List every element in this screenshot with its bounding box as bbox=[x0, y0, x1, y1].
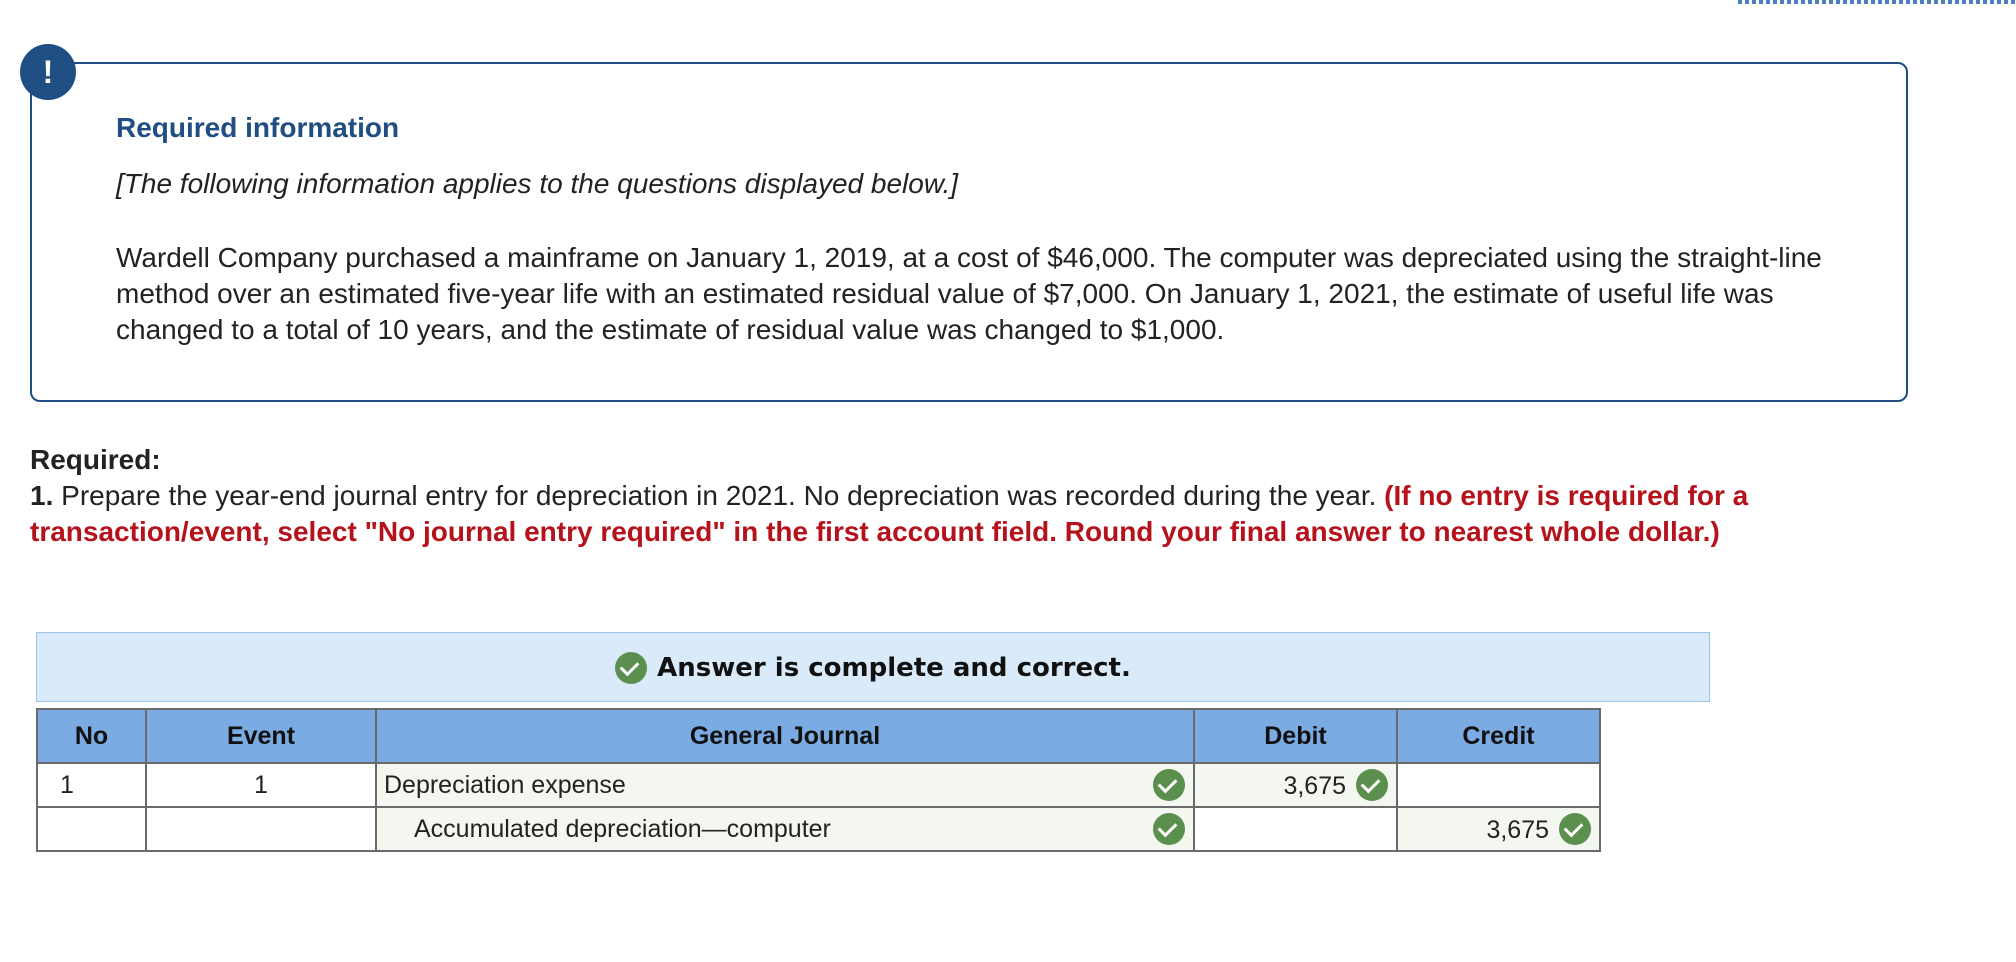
credit-input[interactable] bbox=[1397, 763, 1600, 807]
question-instruction: (If no entry is required for a transaction/event, select "No journal entry required" in the first account field. Round your final answer to nearest whole dollar.) bbox=[30, 480, 1749, 547]
row-event bbox=[146, 807, 376, 851]
check-circle-icon bbox=[1559, 813, 1591, 845]
check-circle-icon bbox=[615, 652, 647, 684]
answer-status-banner bbox=[36, 632, 1710, 702]
answer-status-text: Answer is complete and correct. bbox=[657, 653, 1131, 683]
exclamation-icon: ! bbox=[20, 44, 76, 100]
check-circle-icon bbox=[1356, 769, 1388, 801]
header-debit: Debit bbox=[1194, 709, 1397, 763]
header-general-journal: General Journal bbox=[376, 709, 1194, 763]
header-event: Event bbox=[146, 709, 376, 763]
question-text: Prepare the year-end journal entry for depreciation in 2021. No depreciation was recorded during the year. bbox=[53, 480, 1385, 511]
account-name: Accumulated depreciation—computer bbox=[414, 814, 831, 843]
header-credit: Credit bbox=[1397, 709, 1600, 763]
required-section bbox=[30, 442, 1890, 550]
row-no: 1 bbox=[37, 763, 146, 807]
header-no: No bbox=[37, 709, 146, 763]
check-circle-icon bbox=[1153, 769, 1185, 801]
credit-input[interactable] bbox=[1397, 807, 1600, 851]
account-select[interactable] bbox=[376, 807, 1194, 851]
info-subtitle: [The following information applies to the questions displayed below.] bbox=[116, 168, 959, 199]
row-no bbox=[37, 807, 146, 851]
info-body: Wardell Company purchased a mainframe on January 1, 2019, at a cost of $46,000. The computer was depreciated using the straight-line method over an estimated five-year life with an estimated residual value of $7,000. On January 1, 2021, the estimate of useful life was changed to a total of 10 years, and the estimate of residual value was changed to $1,000. bbox=[116, 242, 1822, 345]
account-select[interactable] bbox=[376, 763, 1194, 807]
journal-header-row bbox=[37, 709, 1600, 763]
journal-table bbox=[36, 708, 1601, 852]
journal-row bbox=[37, 763, 1600, 807]
info-title: Required information bbox=[116, 112, 400, 143]
debit-amount: 3,675 bbox=[1283, 772, 1346, 800]
credit-amount: 3,675 bbox=[1486, 816, 1549, 844]
debit-input[interactable] bbox=[1194, 807, 1397, 851]
row-event: 1 bbox=[146, 763, 376, 807]
account-name: Depreciation expense bbox=[384, 770, 626, 799]
required-label: Required: bbox=[30, 444, 161, 475]
debit-input[interactable] bbox=[1194, 763, 1397, 807]
top-progress-dots bbox=[1738, 0, 2016, 4]
check-circle-icon bbox=[1153, 813, 1185, 845]
journal-row bbox=[37, 807, 1600, 851]
question-number: 1. bbox=[30, 480, 54, 511]
